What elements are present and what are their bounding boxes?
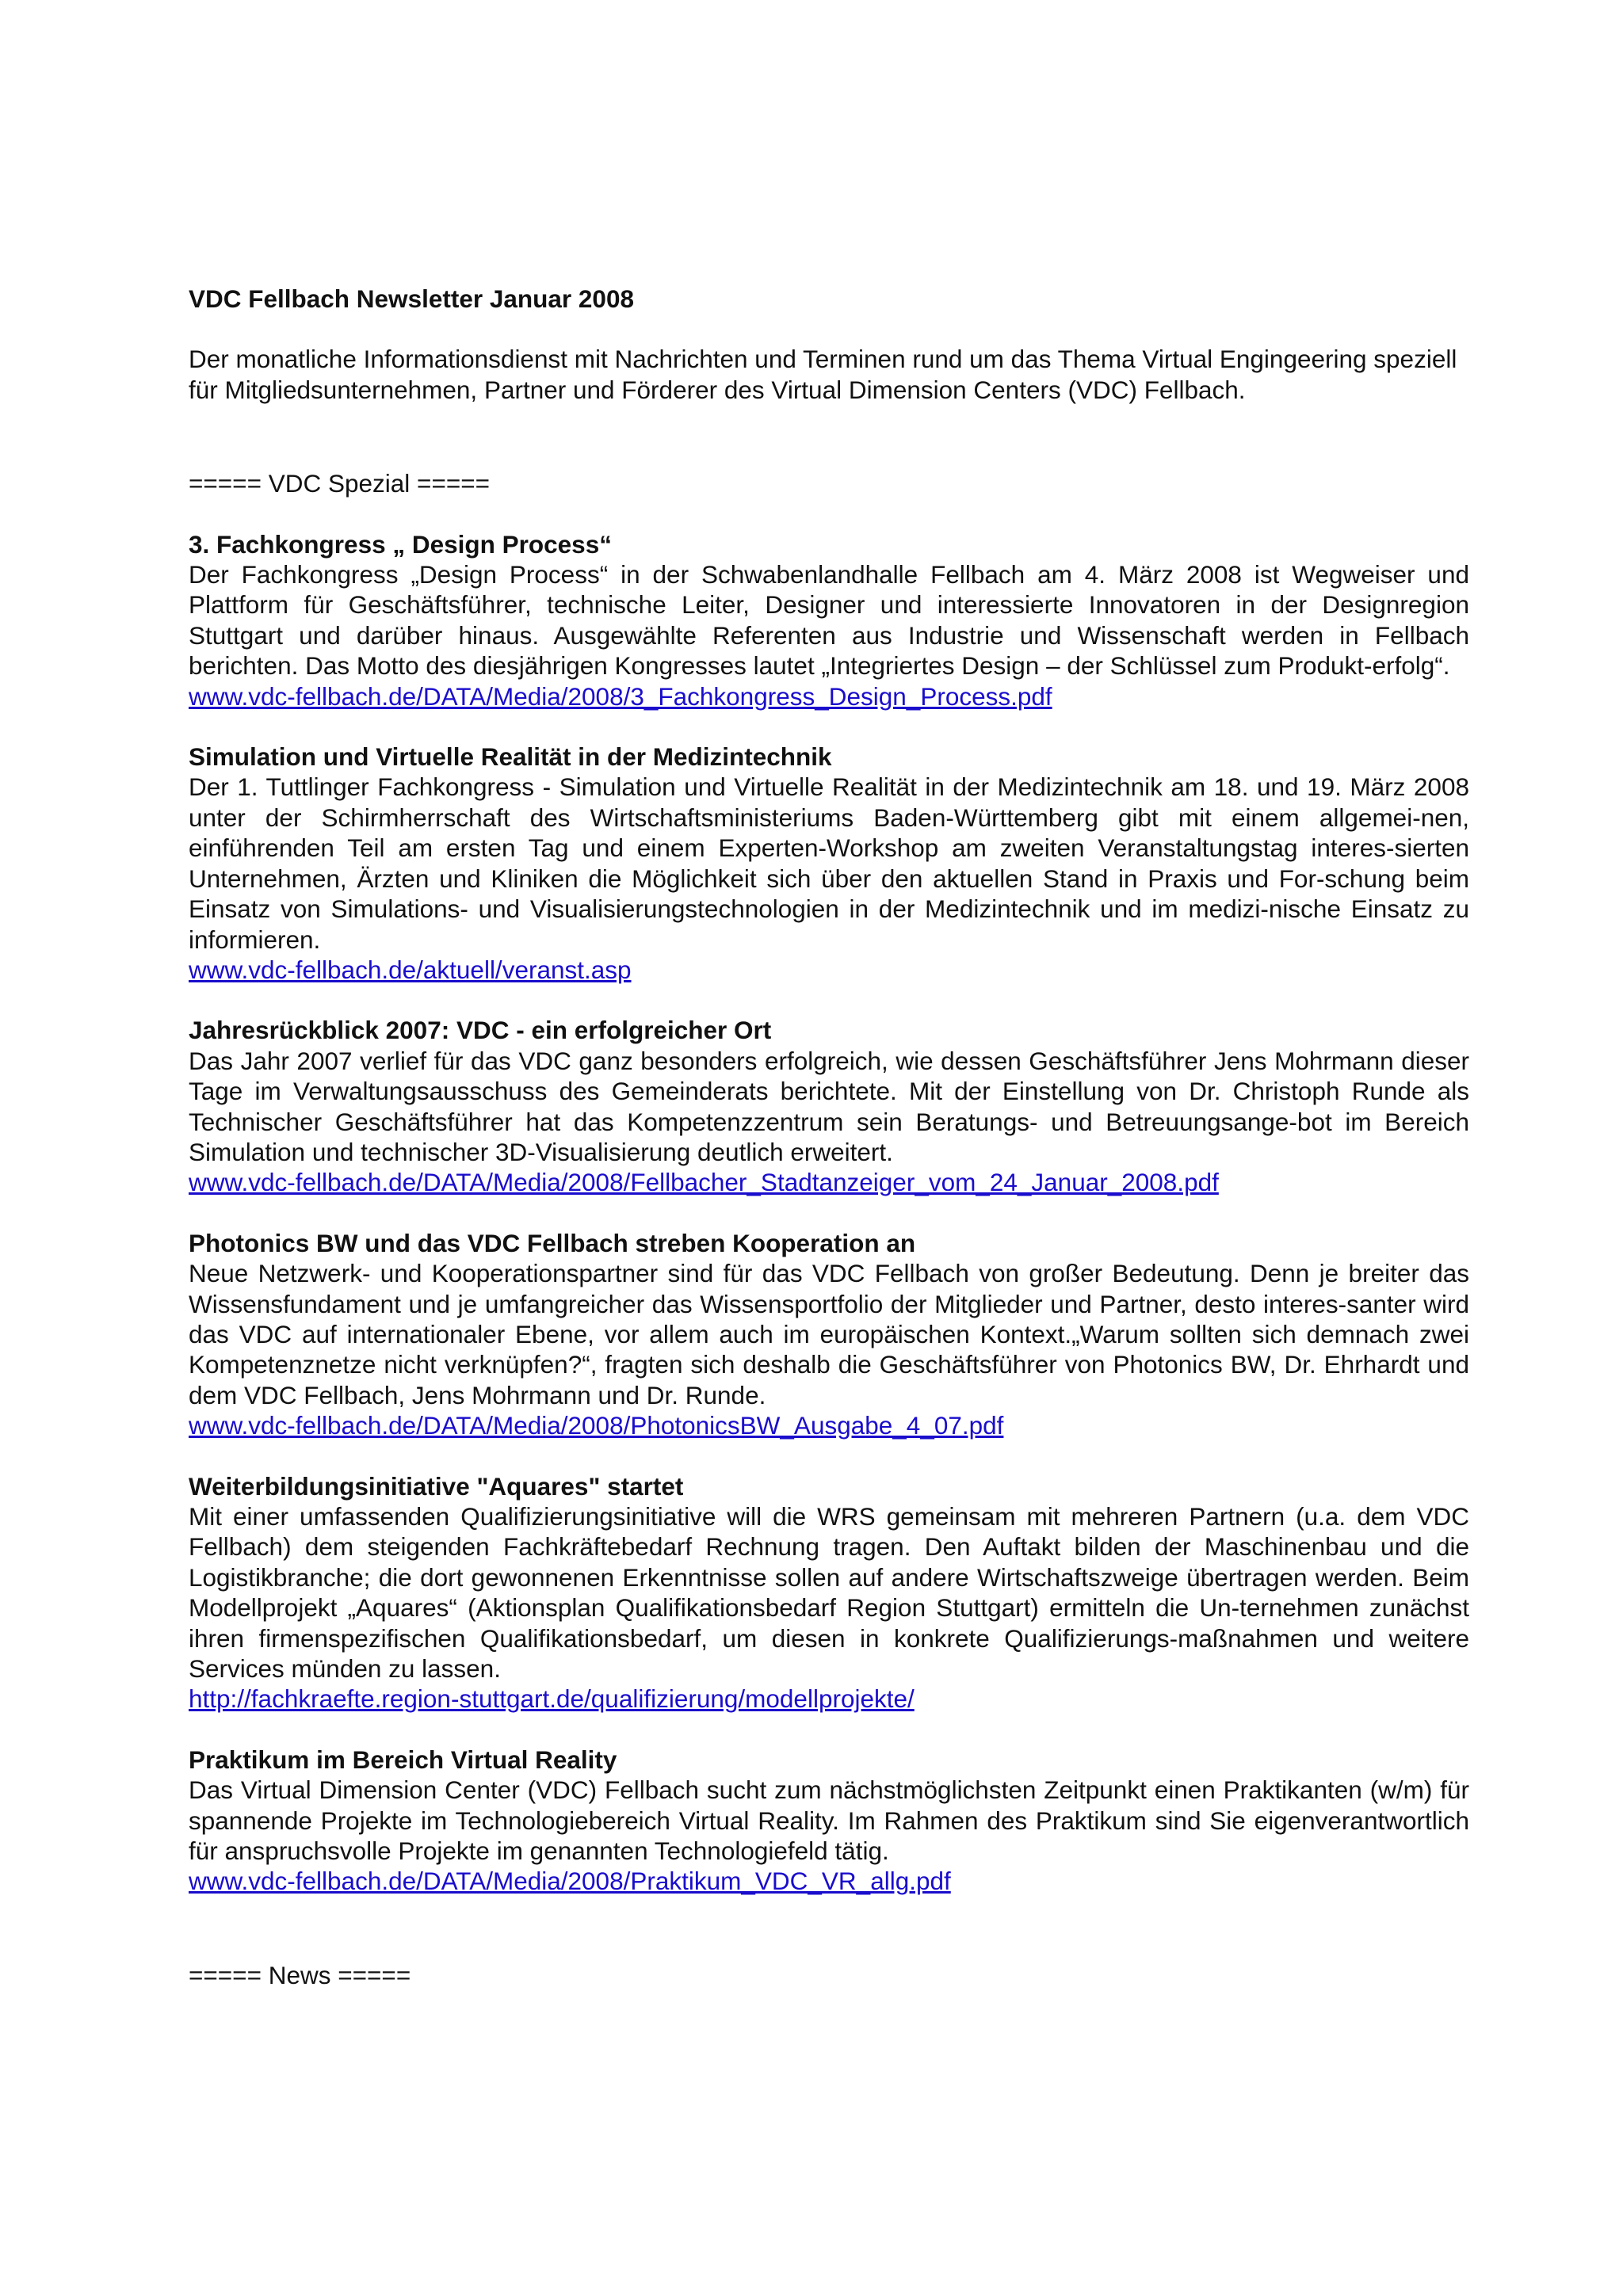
article-title: 3. Fachkongress „ Design Process“: [189, 529, 612, 559]
article-link[interactable]: www.vdc-fellbach.de/DATA/Media/2008/Praktikum_VDC_VR_allg.pdf: [189, 1867, 951, 1896]
newsletter-intro: Der monatliche Informationsdienst mit Nachrichten und Terminen rund um das Thema Virtual Engingeering speziell für Mitgliedsunternehmen, Partner und Förderer des Virtual Dimension Centers (VDC) Fellbach.: [189, 345, 1457, 404]
section-marker-spezial: ===== VDC Spezial =====: [189, 469, 491, 498]
article-aquares: [189, 1471, 1469, 1714]
article-body: Der Fachkongress „Design Process“ in der Schwabenlandhalle Fellbach am 4. März 2008 ist Wegweiser und Plattform für Geschäftsführer, technische Leiter, Designer und interessierte Innovatoren in der Designregion Stuttgart und darüber hinaus. Ausgewählte Referenten aus Industrie und Wissenschaft werden in Fellbach berichten. Das Motto des diesjährigen Kongresses lautet „Integriertes Design – der Schlüssel zum Produkt-erfolg“.: [189, 560, 1469, 681]
article-body: Neue Netzwerk- und Kooperationspartner sind für das VDC Fellbach von großer Bedeutung. Denn je breiter das Wissensfundament und je umfangreicher das Wissensportfolio der Mitglieder und Partner, desto interes-santer wird das VDC auf internationaler Ebene, vor allem auch im europäischen Kontext.„Warum sollten sich demnach zwei Kompetenznetze nicht verknüpfen?“, fragten sich deshalb die Geschäftsführer von Photonics BW, Dr. Ehrhardt und dem VDC Fellbach, Jens Mohrmann und Dr. Runde.: [189, 1259, 1469, 1409]
article-medizintechnik: [189, 742, 1469, 985]
article-title: Simulation und Virtuelle Realität in der Medizintechnik: [189, 742, 832, 772]
article-link[interactable]: www.vdc-fellbach.de/DATA/Media/2008/3_Fachkongress_Design_Process.pdf: [189, 681, 1052, 711]
section-marker-news: ===== News =====: [189, 1960, 411, 1989]
article-title: Weiterbildungsinitiative "Aquares" startet: [189, 1471, 684, 1501]
article-body: Der 1. Tuttlinger Fachkongress - Simulation und Virtuelle Realität in der Medizintechnik am 18. und 19. März 2008 unter der Schirmherrschaft des Wirtschaftsministeriums Baden-Württemberg gibt mit einem allgemei-nen, einführenden Teil am ersten Tag und einem Experten-Workshop am zweiten Veranstaltungstag interes-sierten Unternehmen, Ärzten und Kliniken die Möglichkeit sich über den aktuellen Stand in Praxis und For-schung beim Einsatz von Simulations- und Visualisierungstechnologien in der Medizintechnik und im medizi-nische Einsatz zu informieren.: [189, 772, 1469, 954]
article-title: Photonics BW und das VDC Fellbach streben Kooperation an: [189, 1228, 916, 1257]
article-body: Das Jahr 2007 verlief für das VDC ganz besonders erfolgreich, wie dessen Geschäftsführer Jens Mohrmann dieser Tage im Verwaltungsausschuss des Gemeinderats berichtete. Mit der Einstellung von Dr. Christoph Runde als Technischer Geschäftsführer hat das Kompetenzzentrum sein Beratungs- und Betreuungsange-bot im Bereich Simulation und technischer 3D-Visualisierung deutlich erweitert.: [189, 1046, 1469, 1166]
article-link[interactable]: www.vdc-fellbach.de/DATA/Media/2008/Fellbacher_Stadtanzeiger_vom_24_Januar_2008.pdf: [189, 1168, 1219, 1197]
article-body: Mit einer umfassenden Qualifizierungsinitiative will die WRS gemeinsam mit mehreren Partnern (u.a. dem VDC Fellbach) dem steigenden Fachkräftebedarf Rechnung tragen. Den Auftakt bilden der Maschinenbau und die Logistikbranche; die dort gewonnenen Erkenntnisse sollen auf andere Wirtschaftszweige übertragen werden. Beim Modellprojekt „Aquares“ (Aktionsplan Qualifikationsbedarf Region Stuttgart) ermitteln die Un-ternehmen zunächst ihren firmenspezifischen Qualifikationsbedarf, um diesen in konkrete Qualifizierungs-maßnahmen und weitere Services münden zu lassen.: [189, 1502, 1469, 1684]
article-jahresrueckblick: [189, 1015, 1469, 1197]
article-link[interactable]: http://fachkraefte.region-stuttgart.de/qualifizierung/modellprojekte/: [189, 1684, 915, 1714]
article-title: Praktikum im Bereich Virtual Reality: [189, 1745, 617, 1774]
article-body: Das Virtual Dimension Center (VDC) Fellbach sucht zum nächstmöglichsten Zeitpunkt einen Praktikanten (w/m) für spannende Projekte im Technologiebereich Virtual Reality. Im Rahmen des Praktikum sind Sie eigenverantwortlich für anspruchsvolle Projekte im genannten Technologiefeld tätig.: [189, 1775, 1469, 1866]
article-photonics: [189, 1228, 1469, 1441]
newsletter-title: VDC Fellbach Newsletter Januar 2008: [189, 284, 634, 313]
article-link[interactable]: www.vdc-fellbach.de/aktuell/veranst.asp: [189, 955, 632, 984]
article-fachkongress: [189, 529, 1469, 711]
article-link[interactable]: www.vdc-fellbach.de/DATA/Media/2008/PhotonicsBW_Ausgabe_4_07.pdf: [189, 1411, 1004, 1440]
newsletter-page: [189, 284, 1469, 1990]
article-praktikum: [189, 1745, 1469, 1897]
article-title: Jahresrückblick 2007: VDC - ein erfolgreicher Ort: [189, 1016, 772, 1045]
